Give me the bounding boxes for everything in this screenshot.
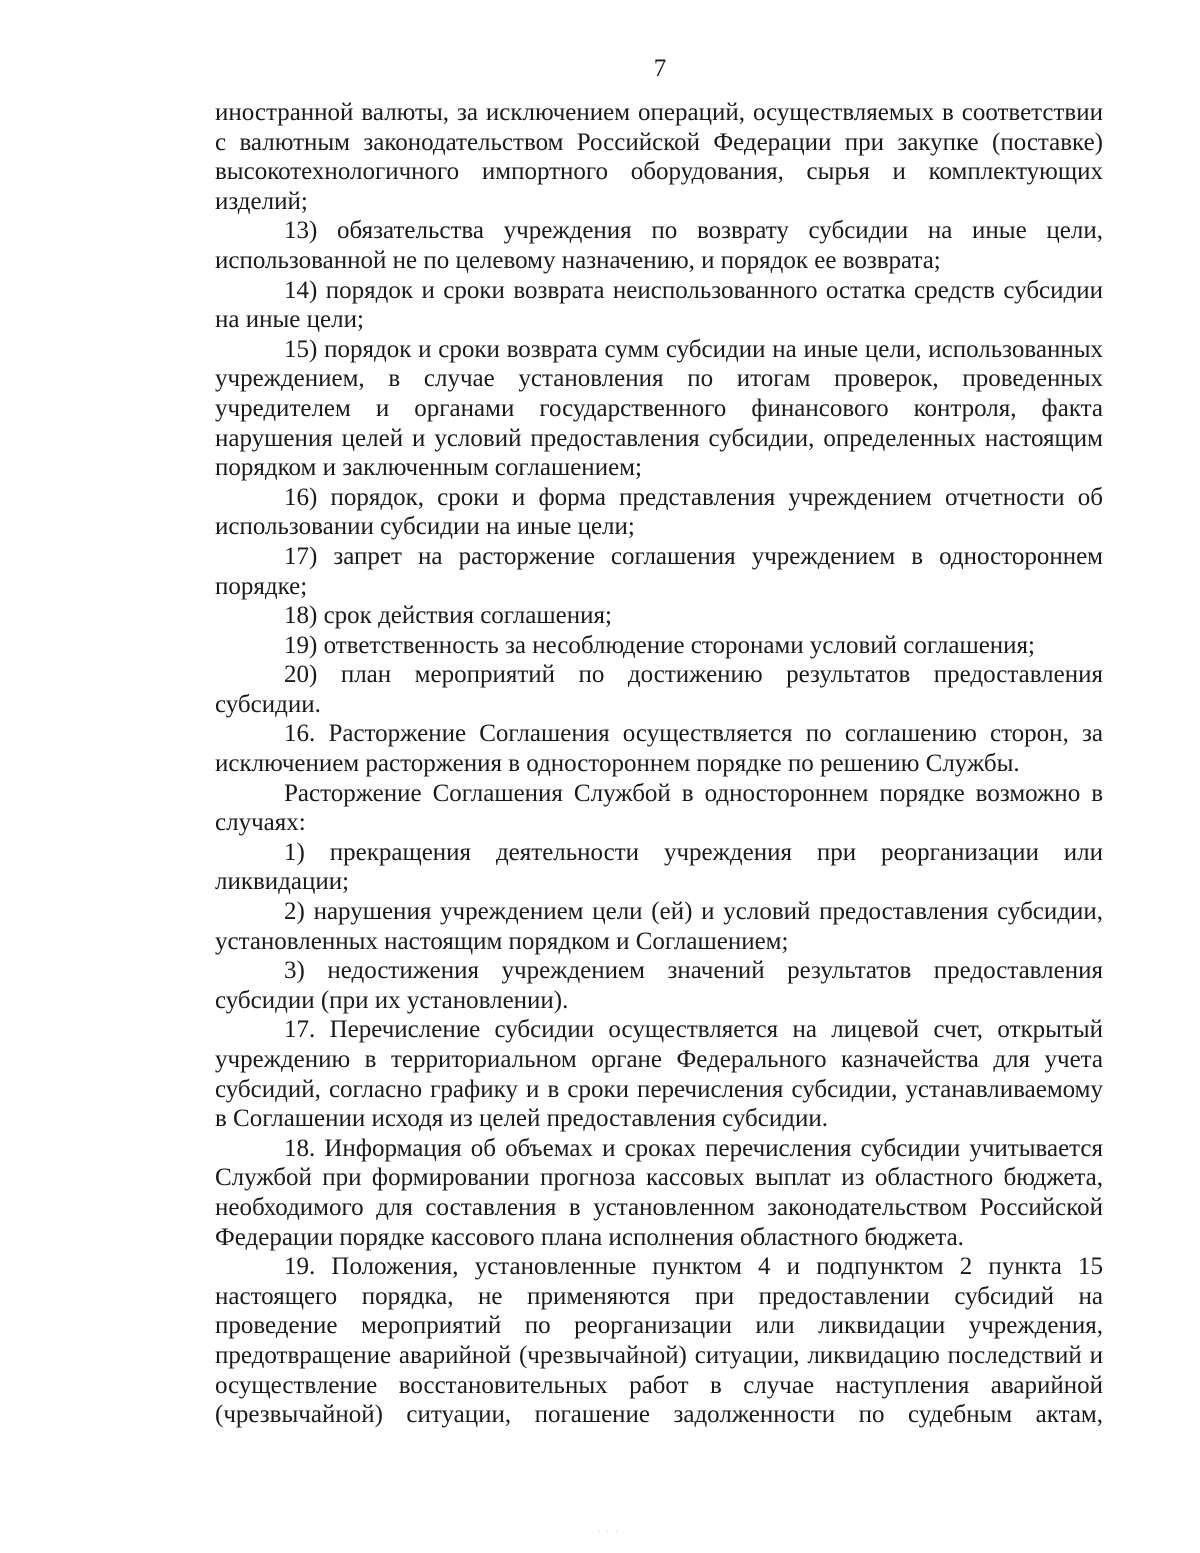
page-number: 7 xyxy=(653,55,667,82)
paragraph-section-17: 17. Перечисление субсидии осуществляется на лицевой счет, открытый учреждению в территориальном органе Федерального казначейства для учета субсидий, согласно графику и в сроки перечисления субсидии, устанавливаемому в Соглашении исходя из целей предоставления субсидии. xyxy=(215,1016,1103,1133)
document-body xyxy=(215,98,1103,1430)
paragraph-termination-cases: Расторжение Соглашения Службой в одностороннем порядке возможно в случаях: xyxy=(215,779,1103,837)
paragraph-item-20: 20) план мероприятий по достижению результатов предоставления субсидии. xyxy=(215,661,1103,718)
paragraph-continuation: иностранной валюты, за исключением операций, осуществляемых в соответствии с валютным законодательством Российской Федерации при закупке (поставке) высокотехнологичного импортного оборудования, сырья и комплектующих изделий; xyxy=(215,99,1103,215)
paragraph-section-18: 18. Информация об объемах и сроках перечисления субсидии учитывается Службой при формировании прогноза кассовых выплат из областного бюджета, необходимого для составления в установленном законодательством Российской Федерации порядке кассового плана исполнения областного бюджета. xyxy=(215,1134,1103,1251)
paragraph-case-1: 1) прекращения деятельности учреждения при реорганизации или ликвидации; xyxy=(215,838,1103,896)
paragraph-item-17: 17) запрет на расторжение соглашения учреждением в одностороннем порядке; xyxy=(215,542,1103,600)
paragraph-section-19: 19. Положения, установленные пунктом 4 и подпунктом 2 пункта 15 настоящего порядка, не применяются при предоставлении субсидий на проведение мероприятий по реорганизации или ликвидации учреждения, предотвращение аварийной (чрезвычайной) ситуации, ликвидацию последствий и осуществление восстановительных работ в случае наступления аварийной (чрезвычайной) ситуации, погашение задолженности по судебным актам, xyxy=(215,1253,1103,1429)
paragraph-case-2: 2) нарушения учреждением цели (ей) и условий предоставления субсидии, установленных настоящим порядком и Соглашением; xyxy=(215,898,1103,955)
paragraph-item-18: 18) срок действия соглашения; xyxy=(284,602,612,630)
paragraph-item-16: 16) порядок, сроки и форма представления учреждением отчетности об использовании субсидии на иные цели; xyxy=(215,483,1103,541)
paragraph-item-13: 13) обязательства учреждения по возврату субсидии на иные цели, использованной не по целевому назначению, и порядок ее возврата; xyxy=(215,217,1103,274)
paragraph-section-16: 16. Расторжение Соглашения осуществляется по соглашению сторон, за исключением расторжения в одностороннем порядке по решению Службы. xyxy=(215,720,1103,778)
paragraph-item-15: 15) порядок и сроки возврата сумм субсидии на иные цели, использованных учреждением, в случае установления по итогам проверок, проведенных учредителем и органами государственного финансового контроля, факта нарушения целей и условий предоставления субсидии, определенных настоящим порядком и заключенным соглашением; xyxy=(215,335,1103,482)
scan-artifact: ··· xyxy=(597,1527,625,1538)
paragraph-item-14: 14) порядок и сроки возврата неиспользованного остатка средств субсидии на иные цели; xyxy=(215,276,1103,334)
paragraph-case-3: 3) недостижения учреждением значений результатов предоставления субсидии (при их установлении). xyxy=(215,957,1103,1014)
paragraph-item-19: 19) ответственность за несоблюдение сторонами условий соглашения; xyxy=(284,631,1036,659)
